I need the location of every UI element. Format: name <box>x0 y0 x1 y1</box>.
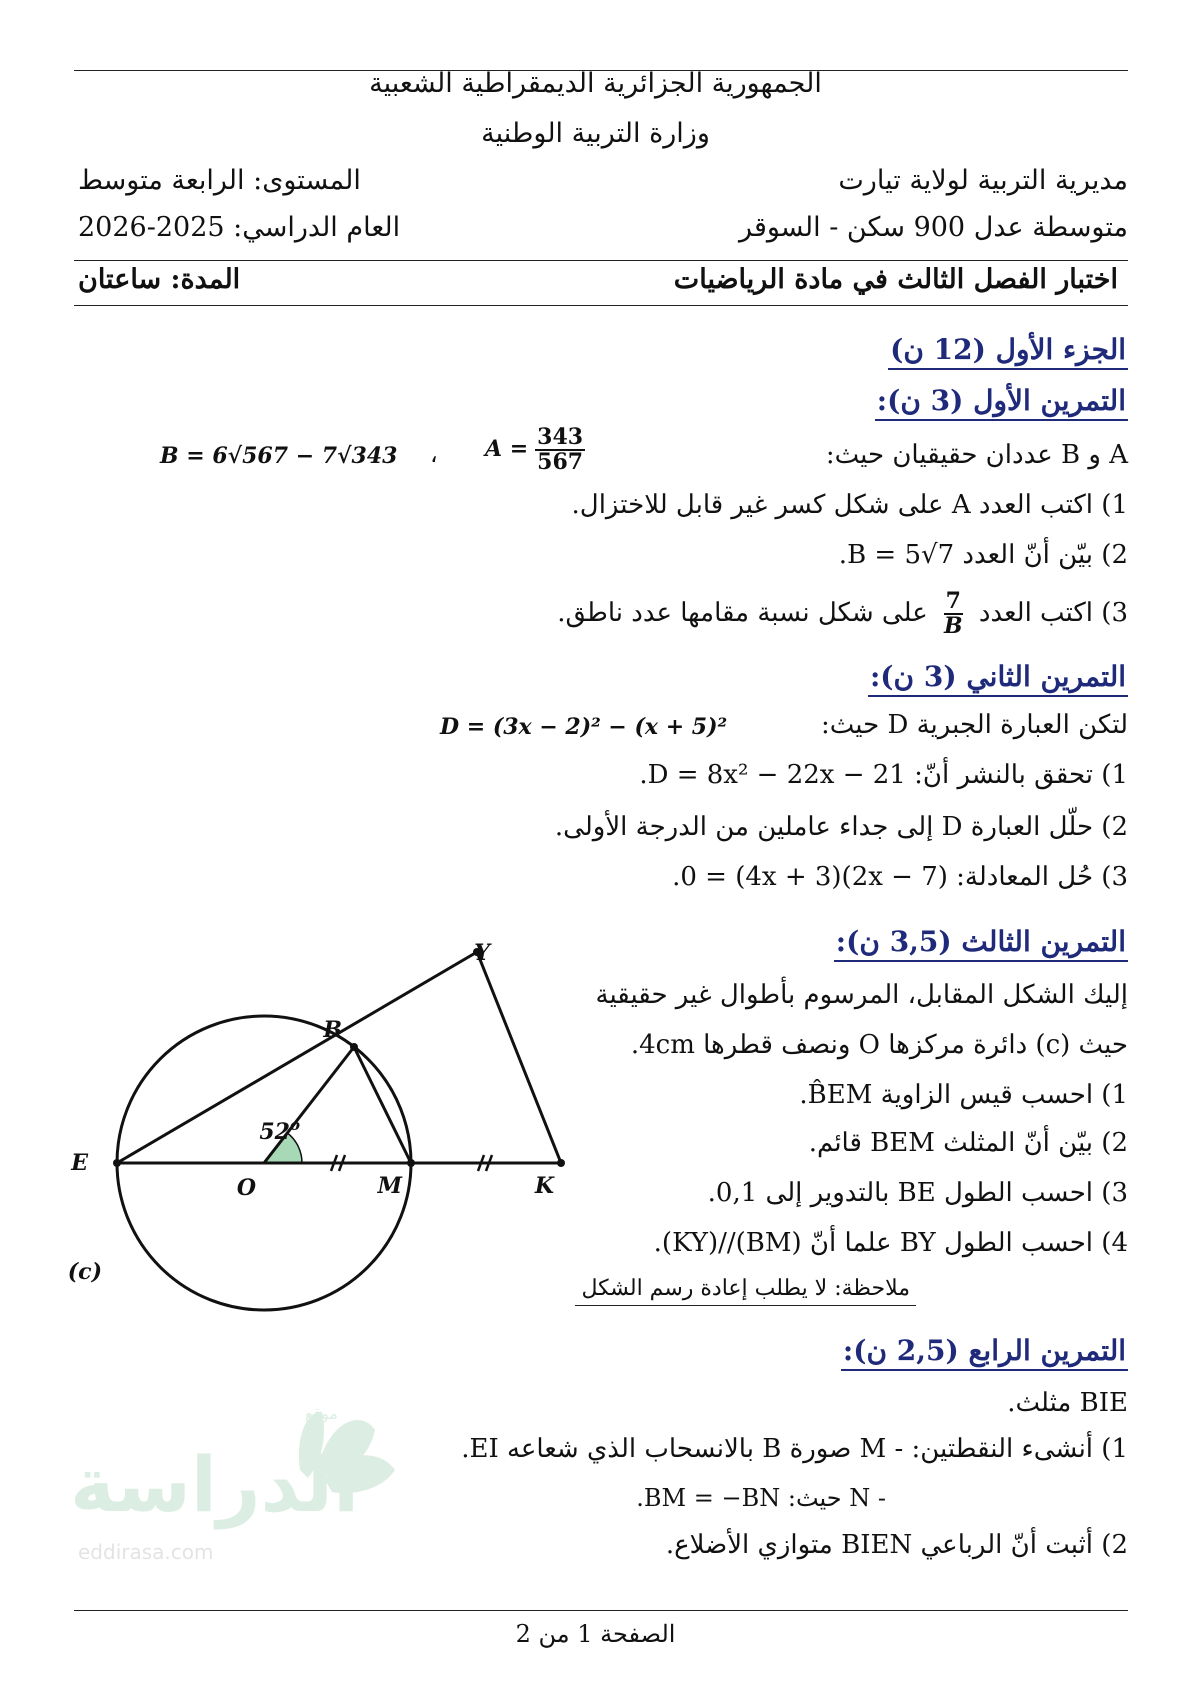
ex3-title: التمرين الثالث (3,5 ن): <box>834 925 1128 962</box>
label-O: O <box>236 1175 256 1201</box>
ex4-q1: 1) أنشىء النقطتين: - M صورة B بالانسحاب الذي شعاعه EI. <box>461 1434 1128 1464</box>
ex2-q1: 1) تحقق بالنشر أنّ: D = 8x² − 22x − 21. <box>639 760 1128 790</box>
ex1-q3-end: على شكل نسبة مقامها عدد ناطق. <box>557 598 928 629</box>
ex1-A-fraction <box>535 426 585 474</box>
ex1-q1: 1) اكتب العدد A على شكل كسر غير قابل للاختزال. <box>571 490 1128 520</box>
directorate: مديرية التربية لولاية تيارت <box>838 165 1128 196</box>
ex1-separator: ، <box>430 440 438 468</box>
header-rule-2 <box>74 305 1128 306</box>
label-K: K <box>534 1173 554 1199</box>
ex3-line2: حيث (c) دائرة مركزها O ونصف قطرها 4cm. <box>630 1030 1128 1060</box>
watermark-url: eddirasa.com <box>78 1540 214 1564</box>
label-B: B <box>323 1017 342 1043</box>
angle-unit: o <box>289 1116 300 1134</box>
watermark <box>70 1400 410 1590</box>
ex4-line1: BIE مثلث. <box>1007 1388 1128 1418</box>
ex2-D-expression: D = (3x − 2)² − (x + 5)² <box>440 714 728 740</box>
ex4-q1b: - N حيث: BM = −BN. <box>636 1484 886 1512</box>
ex2-title: التمرين الثاني (3 ن): <box>868 660 1128 697</box>
ex1-title: التمرين الأول (3 ن): <box>875 384 1128 421</box>
label-M: M <box>377 1173 402 1199</box>
watermark-small: موقع <box>305 1404 338 1423</box>
ex4-q2: 2) أثبت أنّ الرباعي BIEN متوازي الأضلاع. <box>665 1530 1128 1560</box>
ex3-q1: 1) احسب قيس الزاوية B̂EM. <box>799 1080 1128 1110</box>
watermark-brand: الدراسة <box>70 1440 360 1529</box>
ex1-q3-fraction <box>942 590 965 638</box>
point-B <box>350 1043 358 1051</box>
segment-YK <box>477 952 561 1163</box>
point-E <box>113 1159 121 1167</box>
ex1-A-lhs: A = <box>485 436 529 463</box>
ex1-B-definition: B = 6√567 − 7√343 <box>160 443 398 469</box>
exam-duration: المدة: ساعتان <box>78 264 241 295</box>
ex4-title: التمرين الرابع (2,5 ن): <box>841 1334 1128 1371</box>
part1-title: الجزء الأول (12 ن) <box>888 333 1128 370</box>
ex2-q3: 3) حُل المعادلة: (2x − 7)(4x + 3) = 0. <box>672 862 1128 892</box>
ex1-q3-numerator: 7 <box>945 588 961 614</box>
point-K <box>557 1159 565 1167</box>
ex3-note: ملاحظة: لا يطلب إعادة رسم الشكل <box>575 1276 916 1306</box>
point-M <box>407 1159 415 1167</box>
ex3-figure <box>67 930 600 1300</box>
ex1-A-denominator: 567 <box>537 449 584 476</box>
segment-BM <box>354 1047 411 1163</box>
ex3-q4: 4) احسب الطول BY علما أنّ (BM)//(KY). <box>653 1228 1128 1258</box>
header-rule-1 <box>74 260 1128 261</box>
ex1-q2: 2) بيّن أنّ العدد B = 5√7. <box>838 540 1128 570</box>
school-year: العام الدراسي: 2025-2026 <box>78 212 401 243</box>
ex1-A-numerator: 343 <box>537 424 584 450</box>
exam-title: اختبار الفصل الثالث في مادة الرياضيات <box>673 264 1118 295</box>
page-number: الصفحة 1 من 2 <box>515 1620 676 1648</box>
ex2-intro: لتكن العبارة الجبرية D حيث: <box>821 710 1128 740</box>
label-E: E <box>71 1150 88 1176</box>
ex3-q3: 3) احسب الطول BE بالتدوير إلى 0,1. <box>707 1178 1128 1208</box>
ex3-q2: 2) بيّن أنّ المثلث BEM قائم. <box>808 1128 1128 1158</box>
ex3-line1: إليك الشكل المقابل، المرسوم بأطوال غير حقيقية <box>595 980 1128 1010</box>
school-name: متوسطة عدل 900 سكن - السوقر <box>739 212 1128 243</box>
republic-title: الجمهورية الجزائرية الديمقراطية الشعبية <box>369 68 822 99</box>
ex1-q3-start: 3) اكتب العدد <box>978 598 1128 629</box>
label-Y: Y <box>474 940 490 966</box>
ex1-intro: A و B عددان حقيقيان حيث: <box>825 440 1128 470</box>
ex1-q3-denominator: B <box>944 613 963 640</box>
label-circle-c: (c) <box>67 1259 102 1285</box>
ministry-title: وزارة التربية الوطنية <box>481 118 710 149</box>
angle-value: 52 <box>259 1119 290 1145</box>
ex1-q3 <box>557 590 1128 638</box>
level: المستوى: الرابعة متوسط <box>78 165 361 196</box>
ex2-q2: 2) حلّل العبارة D إلى جداء عاملين من الدرجة الأولى. <box>554 812 1128 842</box>
ex1-A-definition <box>485 426 585 474</box>
segment-OB <box>264 1047 354 1163</box>
footer-rule <box>74 1610 1128 1611</box>
